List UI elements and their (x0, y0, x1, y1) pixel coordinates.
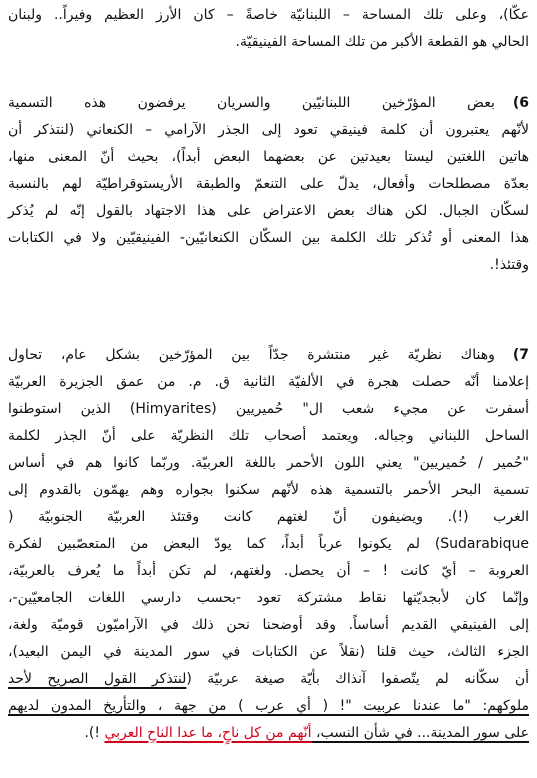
text-line (8, 666, 529, 693)
text-line: العروبة – أيّ كانت ! – أن يحصل. ولغتهم، لم تكن أبداً ما يُعرف بالعربيّة، (8, 563, 529, 579)
paragraph-number: 6) (512, 95, 529, 111)
underlined-quote: لنتذكر القول الصريح لأحد (8, 671, 187, 687)
text-line: لسكّان الجبال. لكن هناك بعض الاعتراض على هذا الاجتهاد بالقول إنّه لم يُذكر (8, 203, 529, 219)
text-line (8, 396, 529, 423)
paragraph-number: 7) (512, 347, 529, 363)
text-line: بعدّة مصطلحات وأفعال، يدلّ على التنعمّ والطبقة الأريستوقراطيّة لهم بالنسبة (8, 176, 529, 192)
text-line: إعلامنا أنّه حصلت هجرة في الألفيّة الثانية ق. م. من عمق الجزيرة العربيّة (8, 374, 529, 390)
text-line: هاتين اللغتين ليستا بعيدتين عن بعضهما البعض أبداً)، بحيث أنّ المعنى منها، (8, 149, 529, 165)
text-line: الغرب (!). ويضيفون أنّ لغتهم كانت وقتئذ العربيّة الجنوبيّة ( (8, 509, 529, 525)
underlined-quote: على سور المدينة... في شأن النسب، (311, 725, 529, 741)
paragraph-7 (8, 342, 529, 747)
text-segment: أن سكّانه لم يتّصفوا آنذاك بأيّة صيغة عربيّة ( (186, 671, 529, 687)
text-line (8, 531, 529, 558)
text-line: لأنّهم يعتبرون أن كلمة فينيقي تعود إلى الجذر الآرامي – الكنعاني (لنتذكر أن (8, 122, 529, 138)
text-line: الحالي هو القطعة الأكبر من تلك المساحة الفينيقيّة. (235, 34, 529, 50)
text-line: الساحل اللبناني وجباله. ويعتمد أصحاب تلك النظريّة على أنّ الجذر لكلمة (8, 428, 529, 444)
text-segment: أسفرت عن مجيء شعب ال" حُميريين ( (211, 401, 529, 417)
text-line: وإنّما كان لأبجديّتها نقاط مشتركة تعود -بحسب دارسي اللغات الجامعيّين-، (8, 590, 529, 606)
paragraph-continuation (8, 2, 529, 56)
text-segment: بعض المؤرّخين اللبنانيّين والسريان يرفضون هذه التسمية (8, 95, 495, 111)
text-line (8, 720, 529, 747)
text-segment: وهناك نظريّة غير منتشرة جدّاً بين المؤرّخين بشكل عام، تحاول (8, 347, 495, 363)
paragraph-6 (8, 90, 529, 279)
text-line: وقتئذ!. (489, 257, 529, 273)
text-line: إلى الفينيقي القديم أساساً. وقد أوضحنا نحن ذلك في الآراميّون قوميّة ولغة، (8, 617, 529, 633)
latin-term: Himyarites (135, 401, 212, 417)
text-segment: ) الذين استوطنوا (8, 401, 136, 417)
text-segment: ) لم يكونوا عرباً أبداً، كما يودّ البعض من المتعصّبين لفكرة (8, 536, 441, 552)
text-line (8, 90, 529, 117)
text-line: الجزء الثالث، حيث قلنا (نقلاً عن الكتابات في سور المدينة في اليمن البعيد)، (8, 644, 529, 660)
text-line: هذا المعنى أو تُذكر تلك الكلمة بين السكّان الكنعانيّين- الفينيقيّين ولا في الكتابات (8, 230, 529, 246)
latin-term: Sudarabique (440, 536, 529, 552)
text-line: "حُمير / حُميريين" يعني اللون الأحمر باللغة العربيّة. وربّما كانوا هم في أساس (8, 455, 529, 471)
highlighted-red-text: أنّهم من كل ناحٍ، ما عدا الناحِ العربي (104, 725, 312, 741)
underlined-quote: ملوكهم: "ما عندنا عربيت "! ( أي عرب ) من جهة ، والتأريخ المدون لديهم (8, 698, 529, 714)
text-line (8, 693, 529, 720)
document-page (8, 0, 529, 778)
text-line: تسمية البحر الأحمر بالتسمية هذه لأنّهم سكنوا بجواره وهم يهمّون بالقدوم إلى (8, 482, 529, 498)
text-segment: !). (84, 725, 105, 741)
text-line (8, 342, 529, 369)
text-line: عكّا)، وعلى تلك المساحة – اللبنانيّة خاصةً – كان الأرز العظيم وفيراً.. ولبنان (8, 7, 529, 23)
